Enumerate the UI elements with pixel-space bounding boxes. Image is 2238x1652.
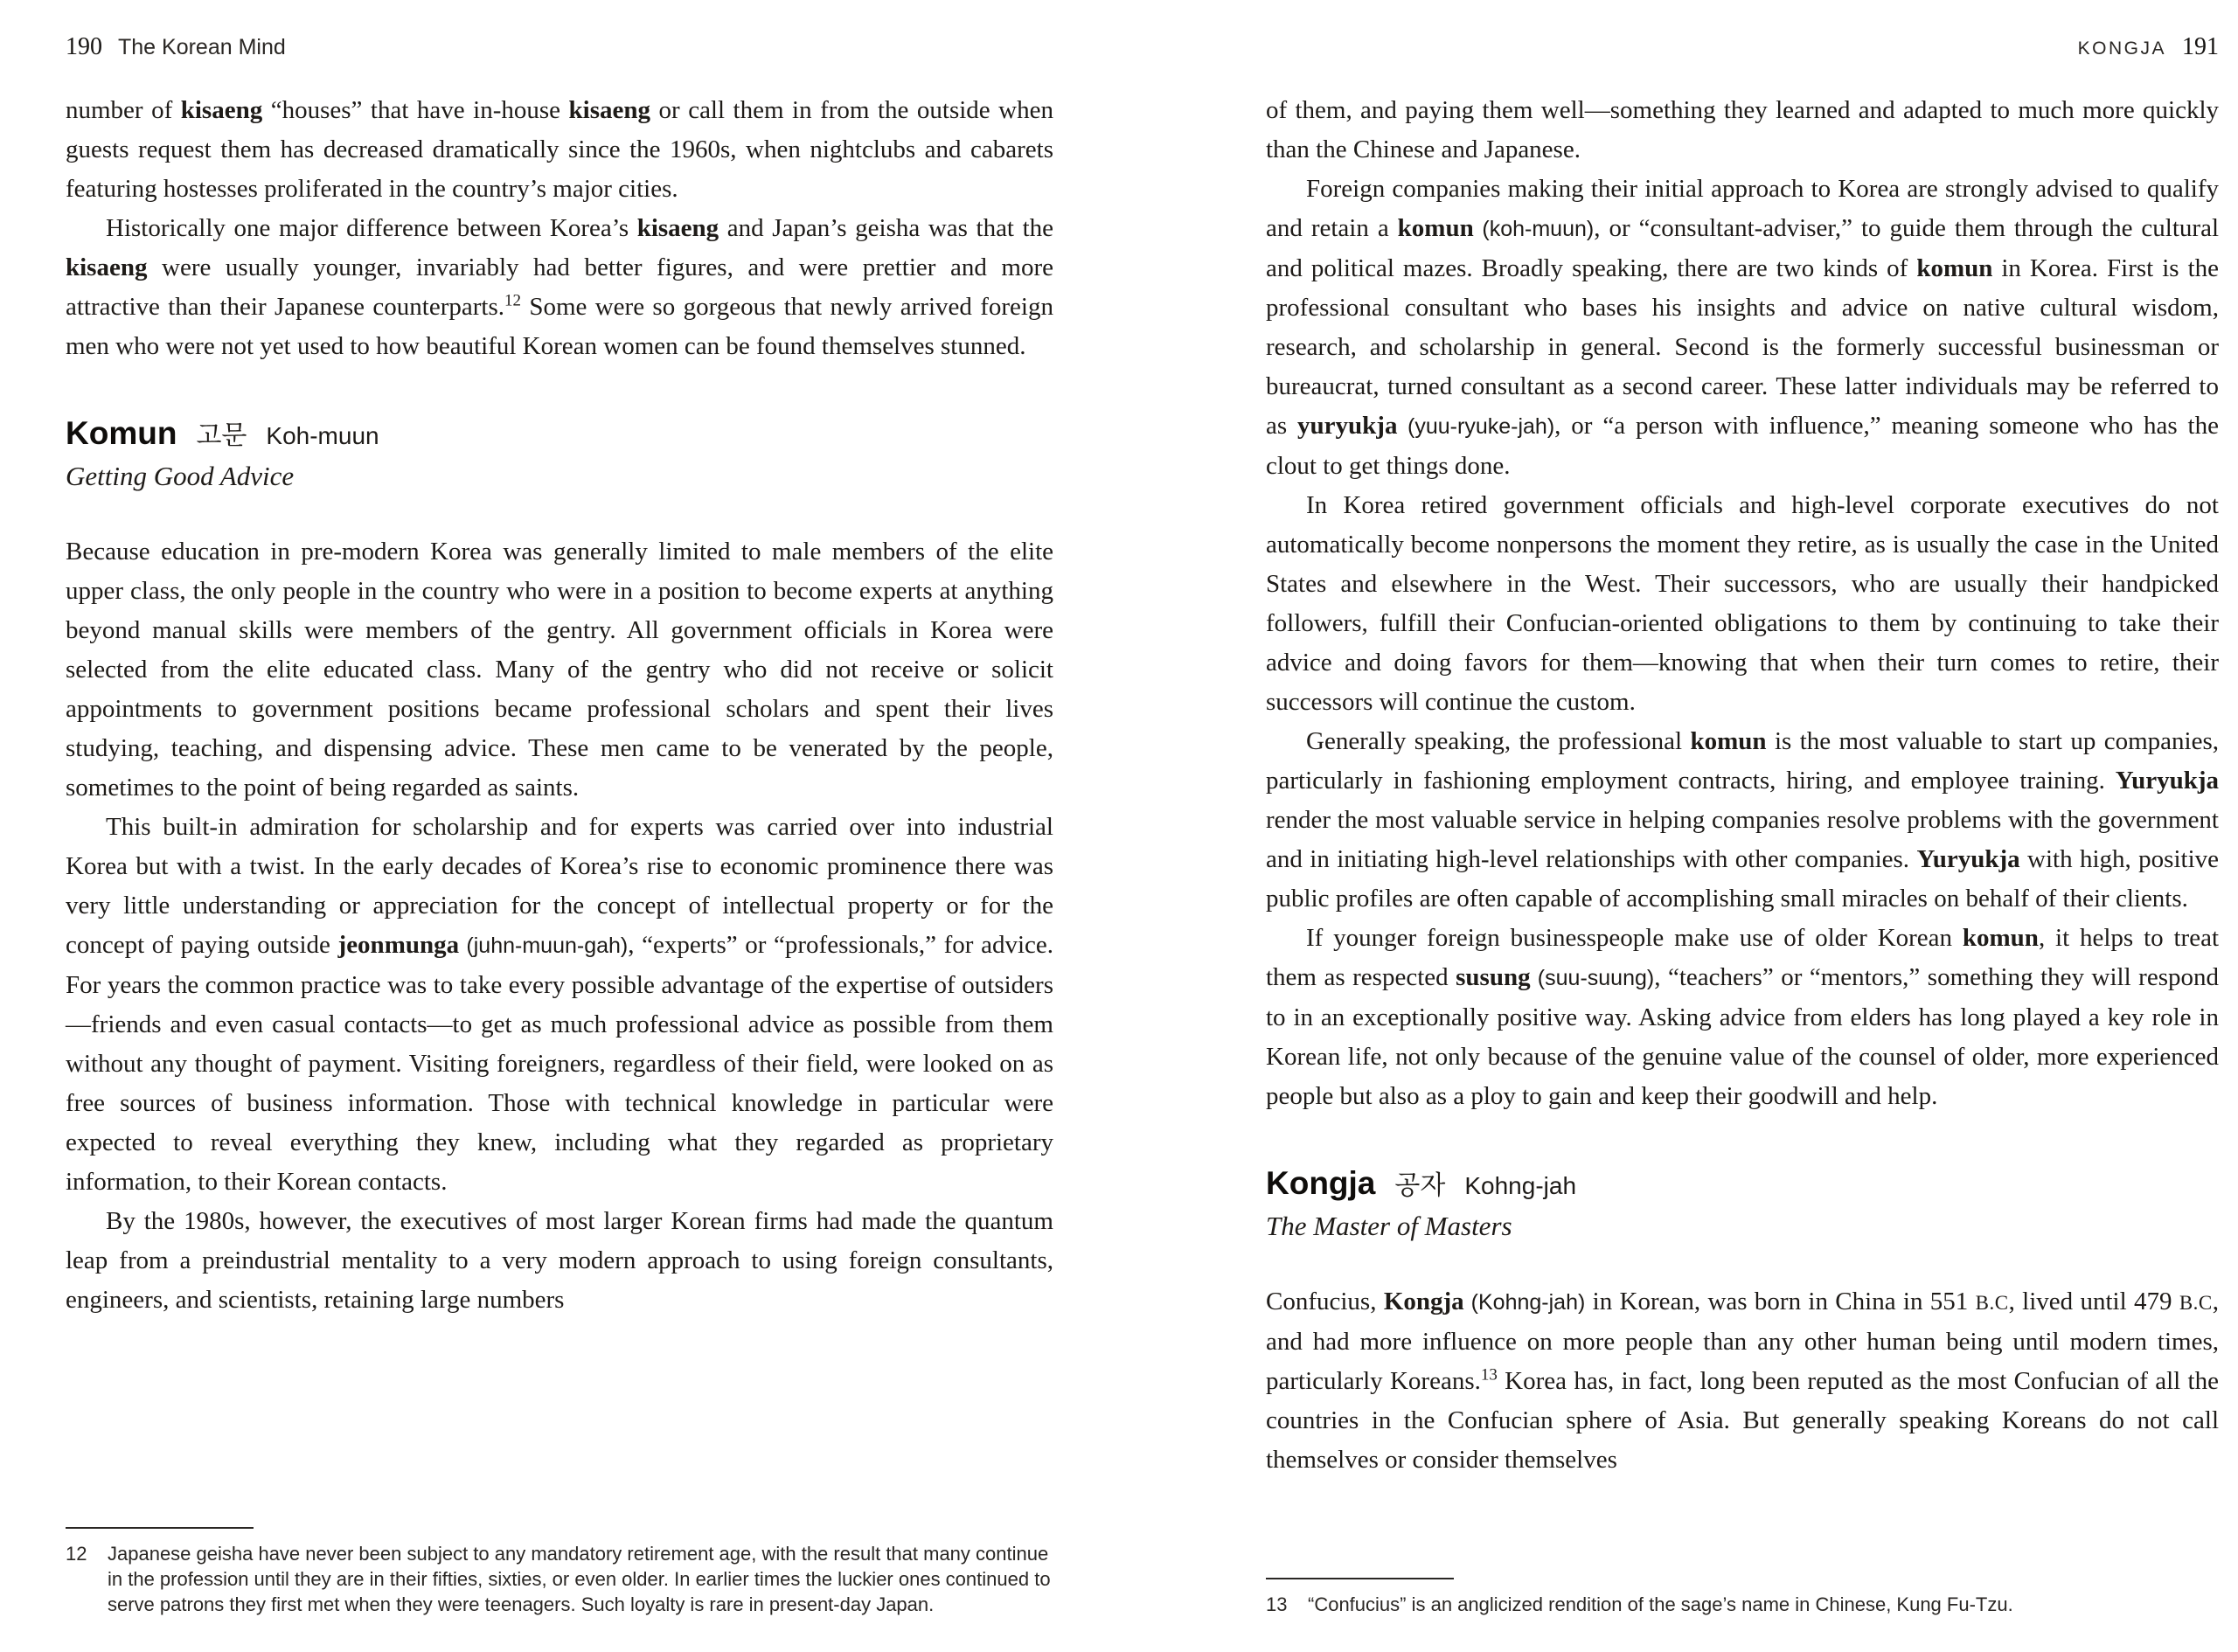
footnote-reference: 13 — [1480, 1365, 1498, 1385]
body-text-run: , “teachers” or “mentors,” something they will respond to in an exceptionally positive way. Asking advice from elders has long played a key role in Korean life, not only because of the genuine value of the counsel of older, more experienced people but also as a ploy to gain and keep their goodwill and help. — [1266, 963, 2219, 1110]
paragraph — [66, 91, 1053, 209]
paragraph — [1266, 91, 2219, 170]
footnote-rule — [66, 1527, 254, 1529]
footnote — [66, 1541, 1053, 1617]
pronunciation-text: (juhn-muun-gah) — [459, 934, 629, 958]
footnotes-left — [66, 1527, 1053, 1617]
paragraph — [1266, 170, 2219, 486]
body-text-run: Generally speaking, the professional — [1306, 727, 1691, 755]
page-left — [66, 33, 1053, 1622]
body-text-run: Historically one major difference between Korea’s — [106, 214, 637, 242]
section-heading — [1266, 1163, 2219, 1202]
section-heading-pronunciation: Koh-muun — [266, 422, 379, 449]
paragraph — [1266, 919, 2219, 1116]
body-text-run: in Korea. First is the professional consultant who bases his insights and advice on native cultural wisdom, research, and scholarship in general. Second is the formerly successful businessman or bureaucrat, turned consultant as a second career. These latter individuals may be referred to as — [1266, 254, 2220, 440]
pronunciation-text: (suu-suung) — [1530, 966, 1655, 990]
body-text-run: with high, positive public profiles are often capable of accomplishing small miracles on behalf of their clients. — [1266, 845, 2219, 913]
page-right — [1266, 33, 2219, 1622]
body-text-run: , or “consultant-adviser,” to guide them through the cultural and political mazes. Broadly speaking, there are two kinds of — [1266, 214, 2220, 282]
korean-term: kisaeng — [66, 253, 148, 281]
section-heading-pronunciation: Kohng-jah — [1464, 1172, 1577, 1199]
body-text-run: B.C — [1975, 1292, 2009, 1314]
section-heading-hangul: 고문 — [196, 421, 247, 450]
korean-term: kisaeng — [568, 96, 651, 124]
paragraph — [66, 532, 1053, 808]
body-text-run: Foreign companies making their initial approach to Korea are strongly advised to qualify and retain a — [1266, 175, 2219, 242]
body-text-run: , and had more influence on more people than any other human being until modern times, particularly Koreans. — [1266, 1288, 2220, 1395]
body-text-run: render the most valuable service in helping companies resolve problems with the government and in initiating high-level relationships with other companies. — [1266, 806, 2219, 873]
footnote-text: “Confucius” is an anglicized rendition of the sage’s name in Chinese, Kung Fu-Tzu. — [1308, 1593, 2013, 1615]
running-title-left: The Korean Mind — [118, 35, 286, 59]
footnote-number: 12 — [66, 1543, 87, 1565]
footnotes-right — [1266, 1578, 2219, 1617]
paragraph — [1266, 1282, 2219, 1480]
body-text-run: , or “a person with influence,” meaning someone who has the clout to get things done. — [1266, 412, 2219, 480]
korean-term: komun — [1962, 924, 2039, 952]
paragraph — [1266, 722, 2219, 919]
body-text-run: Korea has, in fact, long been reputed as the most Confucian of all the countries in the Confucian sphere of Asia. But generally speaking Koreans do not call themselves or consider themselves — [1266, 1367, 2219, 1474]
paragraph — [66, 209, 1053, 366]
body-text-run: of them, and paying them well—something they learned and adapted to much more quickly than the Chinese and Japanese. — [1266, 96, 2219, 163]
body-text-run: , “experts” or “professionals,” for advice. For years the common practice was to take every possible advantage of the expertise of outsiders—friends and even casual contacts—to get as much professional advice as possible from them without any thought of payment. Visiting foreigners, regardless of their field, were looked on as free sources of business information. Those with technical knowledge in particular were expected to reveal everything they knew, including what they regarded as proprietary information, to their Korean contacts. — [66, 931, 1054, 1196]
body-text-run: “houses” that have in-house — [262, 96, 569, 124]
paragraph — [66, 808, 1053, 1202]
body-text-run: or call them in from the outside when guests request them has decreased dramatically since the 1960s, when nightclubs and cabarets featuring hostesses proliferated in the country’s major cities. — [66, 96, 1053, 203]
paragraph — [1266, 486, 2219, 722]
section-subtitle: The Master of Masters — [1266, 1211, 1512, 1241]
page-number-left: 190 — [66, 33, 102, 60]
body-text-run: Some were so gorgeous that newly arrived foreign men who were not yet used to how beautiful Korean women can be found themselves stunned. — [66, 293, 1053, 360]
page-body-right — [1266, 91, 2219, 1480]
body-text-run: , it helps to treat them as respected — [1266, 924, 2219, 991]
footnote-rule — [1266, 1578, 1454, 1579]
footnote — [1266, 1592, 2219, 1617]
body-text-run: is the most valuable to start up companies, particularly in fashioning employment contracts, hiring, and employee training. — [1266, 727, 2219, 795]
korean-term: susung — [1456, 963, 1531, 991]
page-header-right — [1266, 33, 2219, 68]
section-heading-hangul: 공자 — [1394, 1171, 1446, 1200]
page-body-left — [66, 91, 1053, 1320]
korean-term: komun — [1690, 727, 1767, 755]
body-text-run: , lived until 479 — [2008, 1288, 2179, 1315]
body-text-run: and Japan’s geisha was that the — [719, 214, 1053, 242]
pronunciation-text: (yuu-ryuke-jah) — [1397, 414, 1555, 439]
page-number-right: 191 — [2182, 33, 2219, 60]
pronunciation-text: (koh-muun) — [1473, 217, 1595, 241]
section-heading-word: Kongja — [1266, 1165, 1376, 1201]
body-text-run: This built-in admiration for scholarship and for experts was carried over into industrial Korea but with a twist. In the early decades of Korea’s rise to economic prominence there was very little understanding or appreciation for the concept of intellectual property or for the concept of paying outside — [66, 813, 1053, 959]
body-text-run: By the 1980s, however, the executives of most larger Korean firms had made the quantum leap from a preindustrial mentality to a very modern approach to using foreign consultants, engineers, and scientists, retaining large numbers — [66, 1207, 1053, 1314]
footnote-text: Japanese geisha have never been subject to any mandatory retirement age, with the result that many continue in the profession until they are in their fifties, sixties, or even older. In earlier times the luckier ones continued to serve patrons they first met when they were teenagers. Such loyalty is rare in present-day Japan. — [108, 1543, 1051, 1615]
section-subtitle: Getting Good Advice — [66, 461, 295, 491]
korean-term: jeonmunga — [337, 931, 460, 959]
korean-term: yuryukja — [1297, 412, 1398, 440]
korean-term: kisaeng — [180, 96, 263, 124]
section-heading-word: Komun — [66, 415, 177, 451]
korean-term: Yuryukja — [1916, 845, 2020, 873]
korean-term: Kongja — [1383, 1288, 1464, 1315]
body-text-run: If younger foreign businesspeople make use of older Korean — [1306, 924, 1963, 952]
body-text-run: in Korean, was born in China in 551 — [1585, 1288, 1976, 1315]
footnote-reference: 12 — [504, 291, 521, 310]
korean-term: kisaeng — [636, 214, 719, 242]
footnote-number: 13 — [1266, 1593, 1288, 1615]
body-text-run: number of — [66, 96, 181, 124]
body-text-run: were usually younger, invariably had better figures, and were prettier and more attractive than their Japanese counterparts. — [66, 253, 1053, 321]
running-title-right: KONGJA — [2077, 38, 2166, 59]
body-text-run: Because education in pre-modern Korea was generally limited to male members of the elite upper class, the only people in the country who were in a position to become experts at anything beyond manual skills were members of the gentry. All government officials in Korea were selected from the elite educated class. Many of the gentry who did not receive or solicit appointments to government positions became professional scholars and spent their lives studying, teaching, and dispensing advice. These men came to be venerated by the people, sometimes to the point of being regarded as saints. — [66, 538, 1053, 802]
korean-term: komun — [1916, 254, 1993, 282]
body-text-run: In Korea retired government officials and high-level corporate executives do not automatically become nonpersons the moment they retire, as is usually the case in the United States and elsewhere in the West. Their successors, who are usually their handpicked followers, fulfill their Confucian-oriented obligations to them by continuing to take their advice and doing favors for them—knowing that when their turn comes to retire, their successors will continue the custom. — [1266, 491, 2219, 716]
body-text-run: B.C — [2179, 1292, 2213, 1314]
pronunciation-text: (Kohng-jah) — [1463, 1290, 1586, 1315]
body-text-run: Confucius, — [1266, 1288, 1384, 1315]
section-heading — [66, 413, 1053, 452]
korean-term: Yuryukja — [2115, 767, 2219, 795]
page-header-left — [66, 33, 1053, 68]
paragraph — [66, 1202, 1053, 1320]
korean-term: komun — [1397, 214, 1474, 242]
